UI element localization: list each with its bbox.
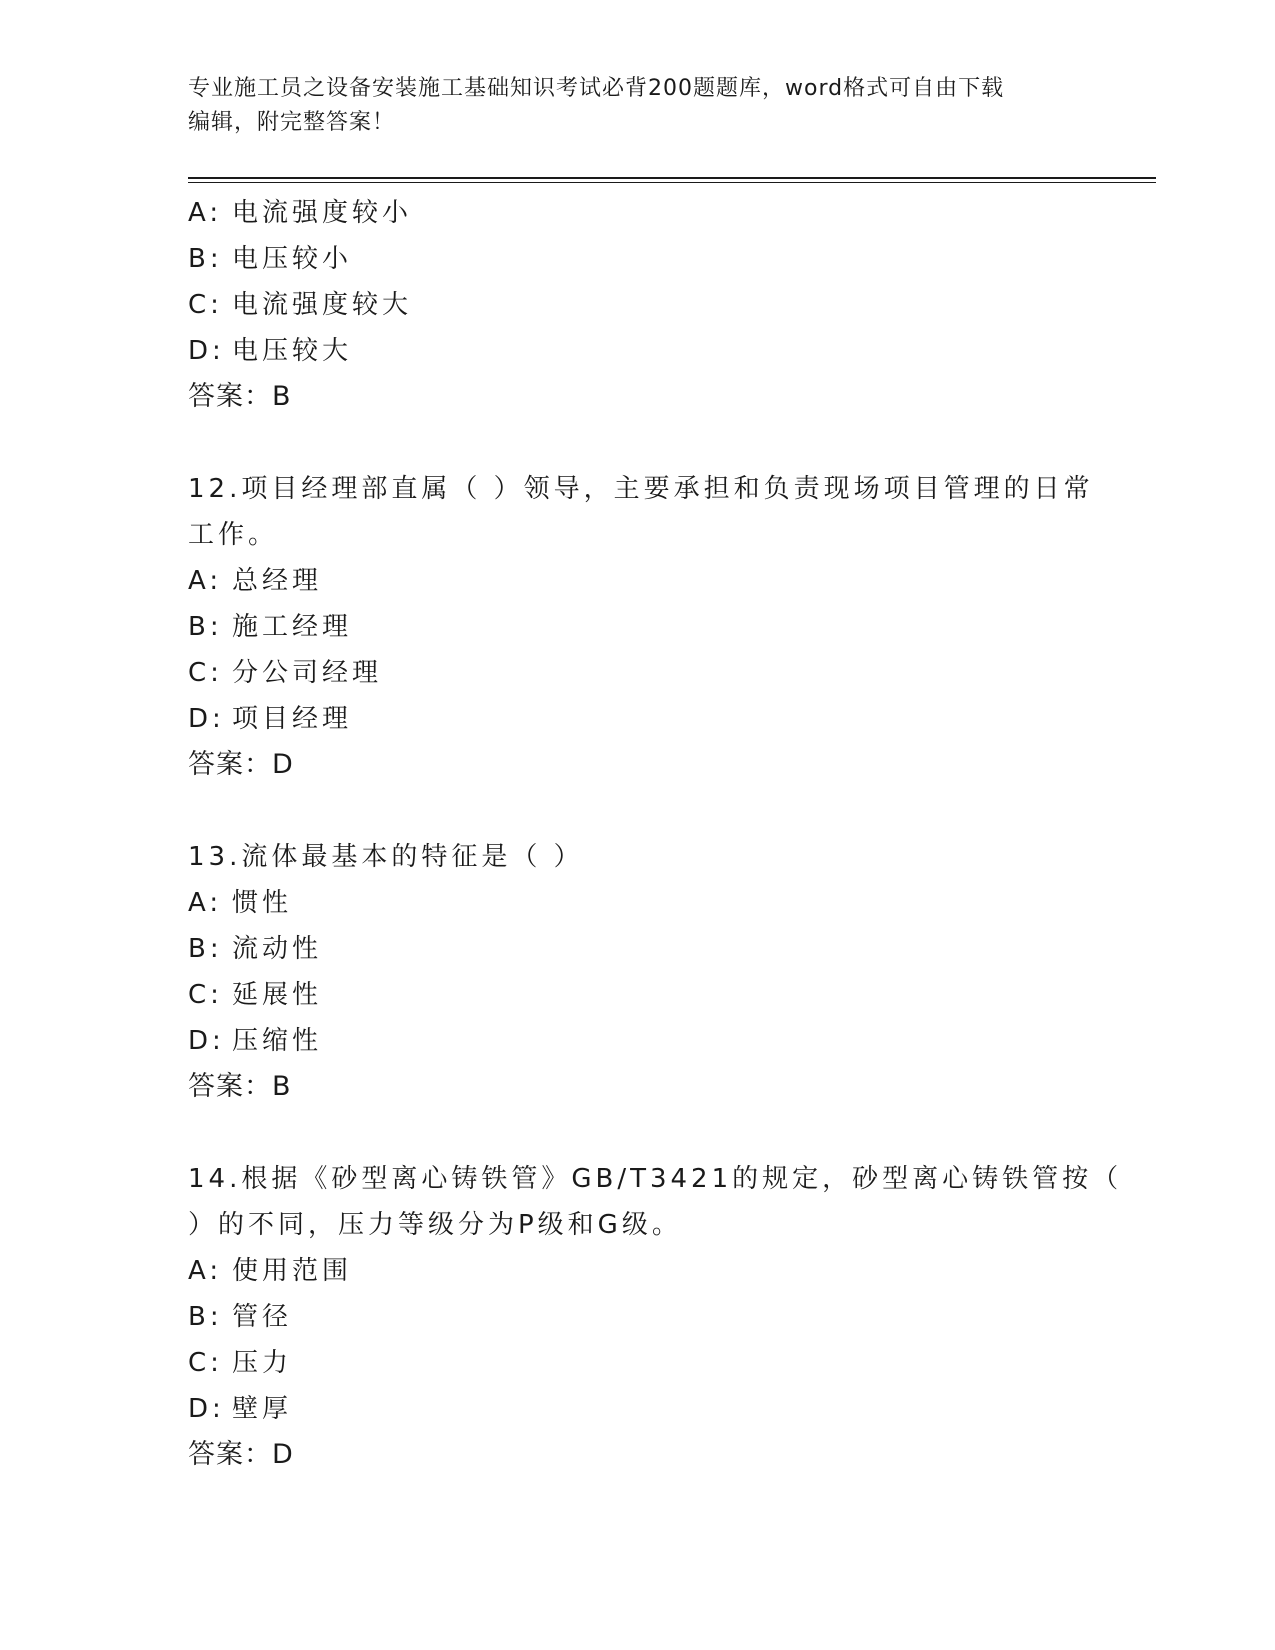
answer-line: 答案：B	[188, 381, 292, 412]
question-stem-line-2: 工作。	[188, 520, 279, 550]
option-d: D: 项目经理	[188, 704, 353, 734]
spacer	[188, 420, 1088, 466]
spacer	[188, 1110, 1088, 1156]
spacer	[188, 788, 1088, 834]
question-stem-line-1: 14.根据《砂型离心铸铁管》GB/T3421的规定，砂型离心铸铁管按（	[188, 1164, 1123, 1194]
question-list	[188, 190, 1123, 1478]
option-d: D: 压缩性	[188, 1026, 323, 1056]
option-c: C: 电流强度较大	[188, 290, 413, 320]
answer-line: 答案：D	[188, 1439, 294, 1470]
option-d: D: 电压较大	[188, 336, 353, 366]
answer-line: 答案：B	[188, 1071, 292, 1102]
header-title-line-2: 编辑，附完整答案！	[188, 110, 396, 135]
option-c: C: 压力	[188, 1348, 293, 1378]
option-a: A: 惯性	[188, 888, 293, 918]
answer-line: 答案：D	[188, 749, 294, 780]
document-header	[188, 72, 1088, 140]
question-12	[188, 466, 1094, 788]
question-stem-line-1: 12.项目经理部直属（ ）领导，主要承担和负责现场项目管理的日常	[188, 474, 1094, 504]
option-a: A: 使用范围	[188, 1256, 353, 1286]
option-b: B: 施工经理	[188, 612, 353, 642]
option-a: A: 电流强度较小	[188, 198, 413, 228]
question-13	[188, 834, 1088, 1110]
question-14	[188, 1156, 1123, 1478]
option-d: D: 壁厚	[188, 1394, 293, 1424]
option-a: A: 总经理	[188, 566, 323, 596]
option-b: B: 流动性	[188, 934, 323, 964]
question-11	[188, 190, 1088, 420]
option-b: B: 管径	[188, 1302, 293, 1332]
question-stem-line-1: 13.流体最基本的特征是（ ）	[188, 842, 584, 872]
header-divider-thin	[188, 182, 1156, 183]
question-stem-line-2: ）的不同，压力等级分为P级和G级。	[188, 1210, 682, 1240]
header-divider-thick	[188, 177, 1156, 179]
option-c: C: 分公司经理	[188, 658, 383, 688]
option-c: C: 延展性	[188, 980, 323, 1010]
option-b: B: 电压较小	[188, 244, 353, 274]
header-title-line-1: 专业施工员之设备安装施工基础知识考试必背200题题库，word格式可自由下载	[188, 76, 1005, 101]
